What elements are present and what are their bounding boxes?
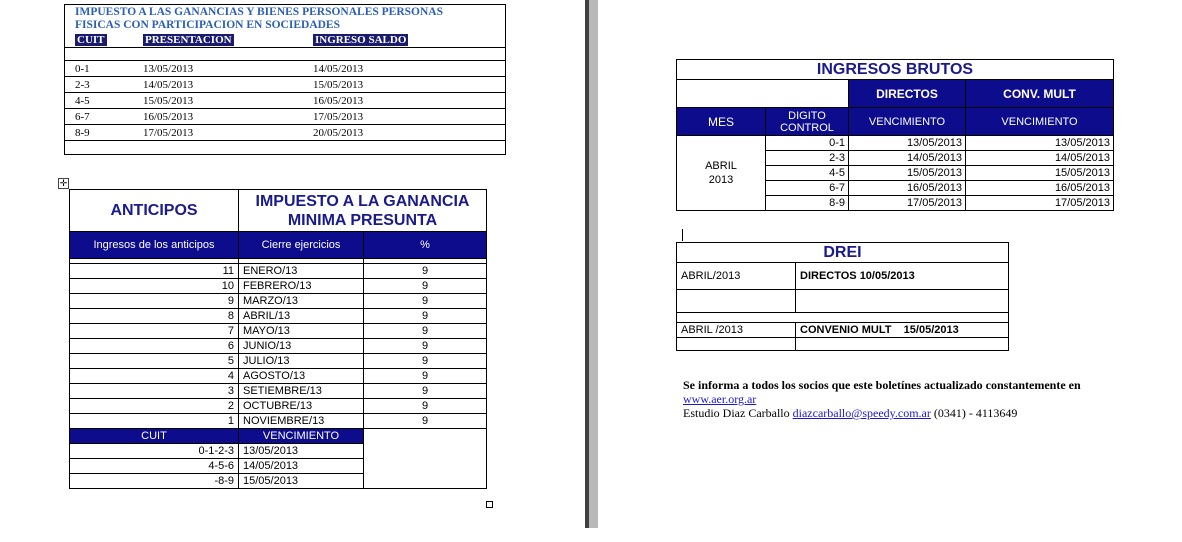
table-row: 8-9 17/05/2013 20/05/2013 xyxy=(65,125,506,141)
table-row: 0-1-2-3 13/05/2013 xyxy=(70,444,487,459)
website-link[interactable]: www.aer.org.ar xyxy=(683,392,757,406)
table-row: 2-3 14/05/2013 14/05/2013 xyxy=(677,151,1114,166)
table-row: 5 JULIO/13 9 xyxy=(70,354,487,369)
table-row: 3 SETIEMBRE/13 9 xyxy=(70,384,487,399)
footer xyxy=(683,378,1081,420)
email-link[interactable]: diazcarballo@speedy.com.ar xyxy=(792,406,931,420)
table-row: 6-7 16/05/2013 17/05/2013 xyxy=(65,109,506,125)
ingresos-brutos-title: INGRESOS BRUTOS xyxy=(677,60,1114,80)
table-row: -8-9 15/05/2013 xyxy=(70,474,487,489)
ganancias-header-row xyxy=(65,32,506,48)
table-row: 0-1 13/05/2013 14/05/2013 xyxy=(65,61,506,77)
table-row: 2-3 14/05/2013 15/05/2013 xyxy=(65,77,506,93)
ganancias-title: IMPUESTO A LAS GANANCIAS Y BIENES PERSONALES PERSONAS FISICAS CON PARTICIPACION EN SOCIEDADES xyxy=(75,6,443,31)
resize-handle-icon[interactable] xyxy=(486,501,493,508)
drei-table: DREI ABRIL/2013 DIRECTOS 10/05/2013 ABRIL /2013 CONVENIO MULT 15/05/2013 xyxy=(676,242,1009,351)
ingresos-brutos-table: INGRESOS BRUTOS DIRECTOS CONV. MULT MES DIGITO CONTROL VENCIMIENTO VENCIMIENTO ABRIL 2013 0-1 13/05/2013 13/05/2013 2-3 14/05/2013 14/05/2013 4-5 15/05/2013 15/05/2013 6-7 16/05/2013 16/05/2013 8-9 17/05/2013 17/05/2013 xyxy=(676,59,1114,211)
header-cuit: CUIT xyxy=(77,33,105,46)
anticipos-title: IMPUESTO A LA GANANCIA MINIMA PRESUNTA xyxy=(239,190,487,232)
move-handle-icon[interactable]: ✛ xyxy=(59,178,68,188)
table-row: 4-5 15/05/2013 15/05/2013 xyxy=(677,166,1114,181)
anticipos-sub-header: CUIT VENCIMIENTO xyxy=(70,429,487,444)
ganancias-table xyxy=(64,4,506,155)
table-row: 10 FEBRERO/13 9 xyxy=(70,279,487,294)
anticipos-header-row: Ingresos de los anticipos Cierre ejercicios % xyxy=(70,232,487,259)
anticipos-table xyxy=(69,189,487,489)
anticipos-label: ANTICIPOS xyxy=(70,190,239,232)
digito-control-header: DIGITO CONTROL xyxy=(766,108,849,136)
table-row: 4-5-6 14/05/2013 xyxy=(70,459,487,474)
table-row: ABRIL 2013 0-1 13/05/2013 13/05/2013 xyxy=(677,136,1114,151)
table-row: 1 NOVIEMBRE/13 9 xyxy=(70,414,487,429)
table-row: 8-9 17/05/2013 17/05/2013 xyxy=(677,196,1114,211)
header-ingreso-saldo: INGRESO SALDO xyxy=(315,33,407,46)
table-row: 2 OCTUBRE/13 9 xyxy=(70,399,487,414)
text-cursor xyxy=(682,229,683,241)
footer-contact: Estudio Diaz Carballo diazcarballo@speedy.com.ar (0341) - 4113649 xyxy=(683,406,1018,420)
drei-title: DREI xyxy=(677,243,1009,263)
page-gap xyxy=(589,0,598,528)
table-row: 4-5 15/05/2013 16/05/2013 xyxy=(65,93,506,109)
table-row: 11 ENERO/13 9 xyxy=(70,264,487,279)
header-presentacion: PRESENTACION xyxy=(145,33,232,46)
table-row: 8 ABRIL/13 9 xyxy=(70,309,487,324)
table-row: 4 AGOSTO/13 9 xyxy=(70,369,487,384)
table-row: 6-7 16/05/2013 16/05/2013 xyxy=(677,181,1114,196)
table-row: 7 MAYO/13 9 xyxy=(70,324,487,339)
table-row: 6 JUNIO/13 9 xyxy=(70,339,487,354)
footer-notice: Se informa a todos los socios que este boletínes actualizado constantemente en xyxy=(683,378,1081,392)
table-row: 9 MARZO/13 9 xyxy=(70,294,487,309)
conv-mult-header: CONV. MULT xyxy=(966,80,1114,108)
directos-header: DIRECTOS xyxy=(849,80,966,108)
period-cell: ABRIL 2013 xyxy=(677,136,766,211)
